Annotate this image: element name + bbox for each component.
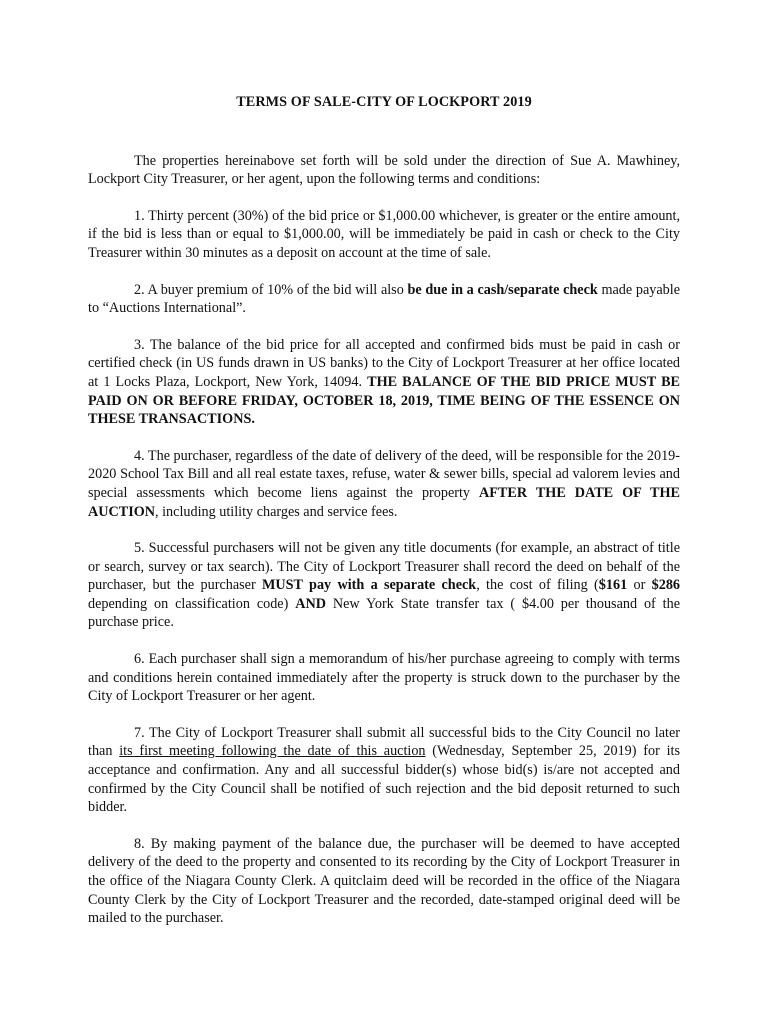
- term-3-text-a: 3. The balance of the bid price for all accepted and confirmed bids must be paid in cash or certified check (in US funds drawn in US banks) to the City of Lockport Treasurer at her office located at 1 Locks Plaza, Lockport, New York, 14094.: [88, 336, 680, 390]
- term-3-bold-text: THE BALANCE OF THE BID PRICE MUST BE PAID ON OR BEFORE FRIDAY, OCTOBER 18, 2019, TIME BEING OF THE ESSENCE ON THESE TRANSACTIONS.: [88, 373, 681, 428]
- term-6-paragraph: 6. Each purchaser shall sign a memorandum of his/her purchase agreeing to comply with terms and conditions herein contained immediately after the property is struck down to the purchaser by the City of Lockport Treasurer or her agent.: [88, 651, 680, 705]
- term-2-text-a: 2. A buyer premium of 10% of the bid will also: [134, 281, 408, 298]
- term-5-paragraph: [88, 539, 680, 632]
- term-5-bold-fee-286: $286: [651, 577, 680, 594]
- document-title: TERMS OF SALE-CITY OF LOCKPORT 2019: [236, 94, 532, 110]
- term-5-text-e: or: [627, 577, 652, 594]
- term-5-bold-fee-161: $161: [598, 577, 628, 594]
- term-5-text-g: depending on classification code): [88, 595, 296, 612]
- term-2-bold-text: be due in a cash/separate check: [407, 281, 598, 298]
- term-4-text-c: , including utility charges and service fees.: [155, 503, 398, 520]
- term-5-bold-and: AND: [295, 595, 326, 612]
- document-page: [88, 93, 680, 946]
- term-3-paragraph: [88, 336, 680, 429]
- term-5-text-a: 5. Successful purchasers will not be given any title documents (for example, an abstract of title or search, survey or tax search). The City of Lockport Treasurer shall record the deed on behalf of the purchaser, but the purchaser: [88, 540, 680, 594]
- term-2-text-c: made payable to “Auctions International”.: [88, 281, 681, 317]
- term-5-bold-text-1: MUST pay with a separate check: [262, 577, 477, 594]
- term-8-paragraph: 8. By making payment of the balance due, the purchaser will be deemed to have accepted delivery of the deed to the property and consented to its recording by the City of Lockport Treasurer in the office of the Niagara County Clerk. A quitclaim deed will be recorded in the office of the Niagara County Clerk by the City of Lockport Treasurer and the recorded, date-stamped original deed will be mailed to the purchaser.: [88, 835, 680, 927]
- intro-paragraph: The properties hereinabove set forth will be sold under the direction of Sue A. Mawhiney, Lockport City Treasurer, or her agent, upon the following terms and conditions:: [88, 152, 680, 188]
- term-7-text-c: (Wednesday, September 25, 2019) for its acceptance and confirmation. Any and all successful bidder(s) whose bid(s) is/are not accepted and confirmed by the City Council shall be notified of such rejection and the bid deposit returned to such bidder.: [88, 743, 680, 816]
- term-7-paragraph: [88, 724, 680, 817]
- term-4-bold-text: AFTER THE DATE OF THE AUCTION: [88, 484, 680, 520]
- term-2-paragraph: [88, 281, 680, 318]
- term-4-text-a: 4. The purchaser, regardless of the date of delivery of the deed, will be responsible for the 2019-2020 School Tax Bill and all real estate taxes, refuse, water & sewer bills, special ad valorem levies and special assessments which become liens against the property: [88, 447, 680, 501]
- term-7-underlined-text: its first meeting following the date of this auction: [119, 743, 426, 760]
- term-1-paragraph: 1. Thirty percent (30%) of the bid price or $1,000.00 whichever, is greater or the entire amount, if the bid is less than or equal to $1,000.00, will be immediately be paid in cash or check to the City Treasurer within 30 minutes as a deposit on account at the time of sale.: [88, 207, 680, 261]
- term-5-text-c: , the cost of filing (: [476, 577, 599, 594]
- term-5-text-i: New York State transfer tax ( $4.00 per thousand of the purchase price.: [88, 595, 680, 631]
- term-4-paragraph: [88, 447, 680, 521]
- term-7-text-a: 7. The City of Lockport Treasurer shall submit all successful bids to the City Council no later than: [88, 724, 680, 760]
